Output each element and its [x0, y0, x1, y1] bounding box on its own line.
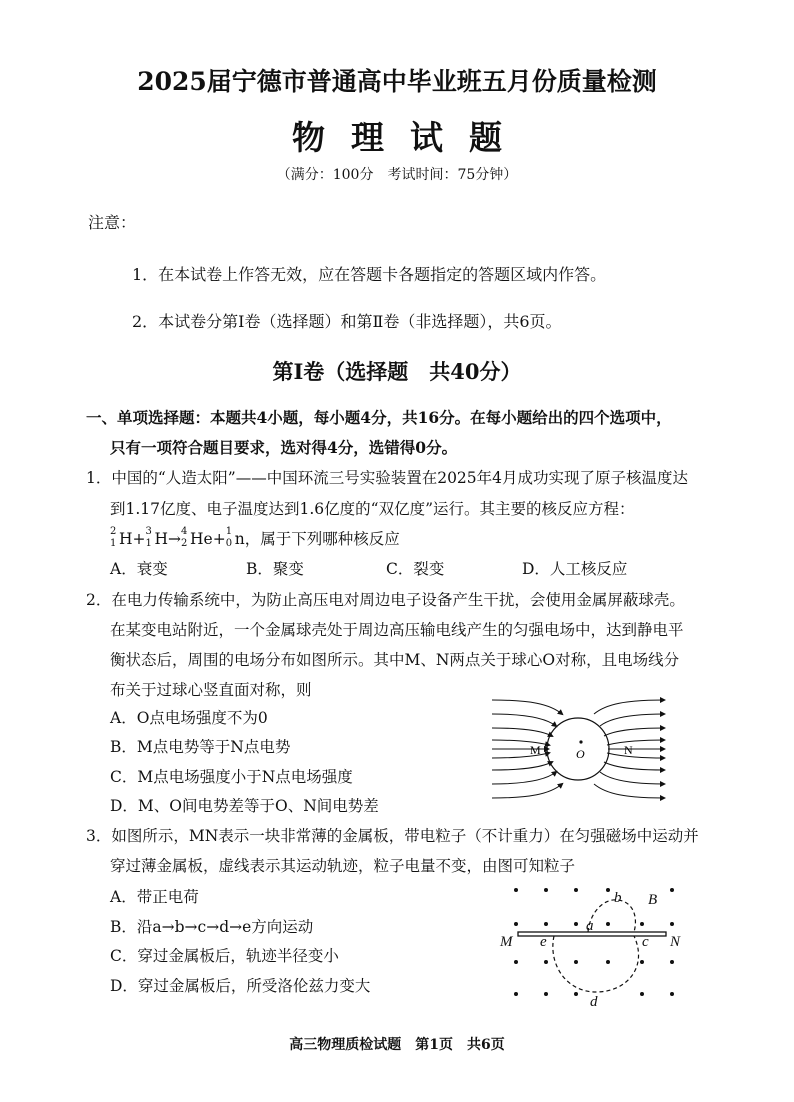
q3-option-c: C．穿过金属板后，轨迹半径变小 — [110, 947, 339, 965]
label-b: b — [614, 890, 622, 906]
label-n: N — [670, 934, 681, 950]
q1-option-a: A．衰变 — [110, 560, 168, 578]
label-n: N — [624, 743, 633, 757]
upper-trajectory — [588, 900, 635, 932]
label-m: M — [530, 743, 541, 757]
q2-line3: 衡状态后，周围的电场分布如图所示。其中M、N两点关于球心O对称，且电场线分 — [110, 651, 680, 669]
label-e: e — [540, 934, 547, 950]
lower-trajectory — [553, 936, 639, 992]
q3-option-a: A．带正电荷 — [110, 888, 199, 906]
nuclear-equation: 2 1 H+ 3 1 H→ 4 2 He+ 1 0 n — [110, 526, 245, 549]
label-b-field: B — [648, 892, 658, 908]
q2-option-b: B．M点电势等于N点电势 — [110, 738, 291, 756]
q2-line1: 2．在电力传输系统中，为防止高压电对周边电子设备产生干扰，会使用金属屏蔽球壳。 — [86, 591, 685, 609]
q3-line2: 穿过薄金属板，虚线表示其运动轨迹，粒子电量不变，由图可知粒子 — [110, 857, 576, 875]
page-footer: 高三物理质检试题 第1页 共6页 — [289, 1037, 505, 1053]
q3-line1: 3．如图所示，MN表示一块非常薄的金属板，带电粒子（不计重力）在匀强磁场中运动并 — [86, 827, 699, 845]
q1-option-c: C．裂变 — [386, 560, 445, 578]
notice-label: 注意： — [88, 213, 137, 232]
q2-option-c: C．M点电场强度小于N点电场强度 — [110, 768, 353, 786]
q1-line1: 1．中国的“人造太阳”——中国环流三号实验装置在2025年4月成功实现了原子核温度达 — [86, 469, 689, 487]
exam-meta: （满分：100分 考试时间：75分钟） — [276, 167, 518, 183]
q2-option-a: A．O点电场强度不为0 — [110, 709, 268, 727]
q2-line4: 布关于过球心竖直面对称，则 — [110, 681, 312, 699]
q1-option-d: D．人工核反应 — [522, 560, 628, 578]
label-o: O — [576, 747, 585, 761]
q2-line2: 在某变电站附近，一个金属球壳处于周边高压输电线产生的匀强电场中，达到静电平 — [110, 621, 684, 639]
notice-item-2: 2．本试卷分第Ⅰ卷（选择题）和第Ⅱ卷（非选择题），共6页。 — [132, 312, 562, 331]
notice-item-1: 1．在本试卷上作答无效，应在答题卡各题指定的答题区域内作答。 — [132, 265, 607, 284]
label-d: d — [590, 994, 598, 1010]
part1-instruction-line1: 一、单项选择题：本题共4小题，每小题4分，共16分。在每小题给出的四个选项中， — [86, 408, 672, 427]
q1-option-b: B．聚变 — [246, 560, 304, 578]
q2-option-d: D．M、O间电势差等于O、N间电势差 — [110, 797, 379, 815]
exam-header-title: 2025届宁德市普通高中毕业班五月份质量检测 — [137, 67, 657, 96]
subject-title: 物理试题 — [292, 118, 528, 157]
q1-equation-line — [110, 527, 400, 549]
part1-instruction-line2: 只有一项符合题目要求，选对得4分，选错得0分。 — [110, 438, 458, 457]
q3-option-b: B．沿a→b→c→d→e方向运动 — [110, 918, 314, 936]
center-point — [579, 740, 582, 743]
label-a: a — [586, 918, 594, 934]
electric-field-figure — [490, 690, 666, 808]
q3-option-d: D．穿过金属板后，所受洛伦兹力变大 — [110, 977, 371, 995]
q1-line2: 到1.17亿度、电子温度达到1.6亿度的“双亿度”运行。其主要的核反应方程： — [110, 500, 635, 518]
section-title: 第Ⅰ卷（选择题 共40分） — [272, 359, 522, 384]
q1-equation-tail: ，属于下列哪种核反应 — [244, 530, 400, 548]
magnetic-field-figure — [496, 880, 692, 1010]
label-m: M — [500, 934, 513, 950]
label-c: c — [642, 934, 649, 950]
